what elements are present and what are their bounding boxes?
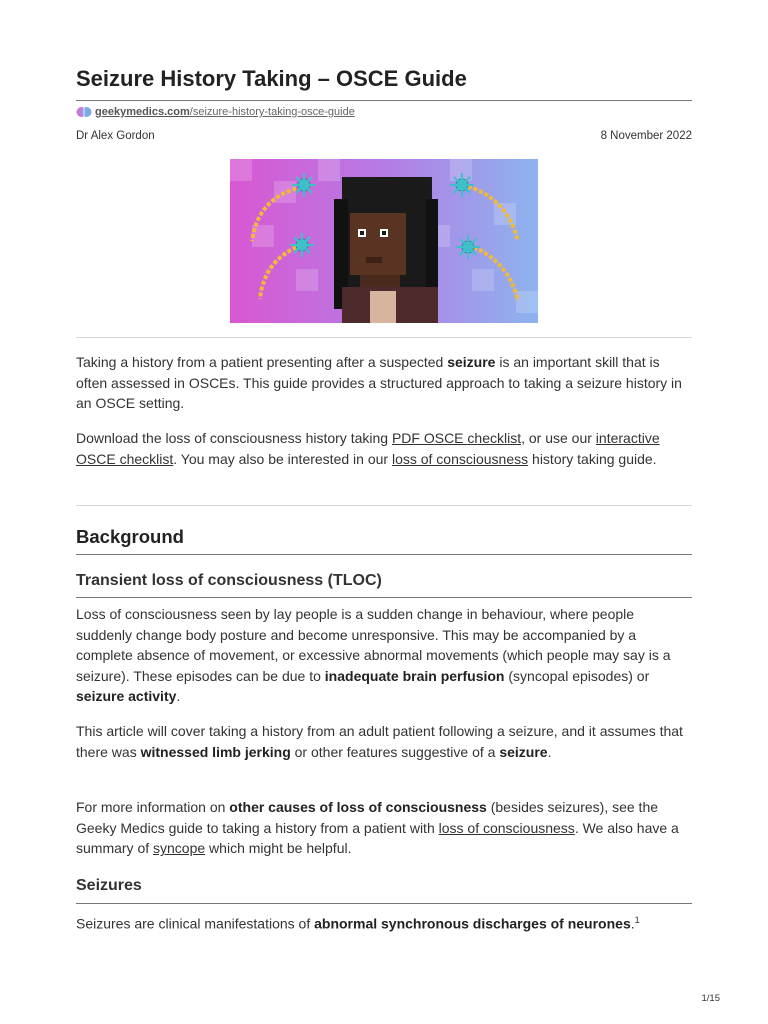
- byline: [76, 130, 692, 142]
- title-divider: [76, 100, 692, 101]
- seizures-divider: [76, 903, 692, 904]
- section-heading-background: Background: [76, 526, 184, 547]
- seizures-paragraph-1: Seizures are clinical manifestations of abnormal synchronous discharges of neurones.$^1$: [76, 915, 640, 932]
- intro-paragraph-2: Download the loss of consciousness history taking PDF OSCE checklist, or use our interactive OSCE checklist. You may also be interested in our loss of consciousness history taking guide.: [76, 430, 660, 467]
- hero-divider: [76, 337, 692, 338]
- publish-date: 8 November 2022: [600, 130, 692, 142]
- hero-image: [230, 159, 538, 323]
- page-number: 1/15: [701, 993, 720, 1004]
- loss-of-consciousness-guide-link[interactable]: loss of consciousness: [438, 819, 575, 836]
- background-divider: [76, 554, 692, 555]
- tloc-divider: [76, 597, 692, 598]
- intro-divider: [76, 505, 692, 506]
- brain-icon: [76, 106, 92, 118]
- page-title: Seizure History Taking – OSCE Guide: [76, 66, 467, 91]
- interactive-checklist-link[interactable]: interactive OSCE checklist: [76, 430, 660, 467]
- syncope-link[interactable]: syncope: [153, 840, 206, 857]
- tloc-paragraph-3: For more information on other causes of loss of consciousness (besides seizures), see the Geeky Medics guide to taking a history from a patient with loss of consciousness. We also have a summary of syncope which might be helpful.: [76, 799, 679, 857]
- subheading-tloc: Transient loss of consciousness (TLOC): [76, 572, 382, 589]
- pdf-checklist-link[interactable]: PDF OSCE checklist: [391, 430, 522, 446]
- tloc-paragraph-1: Loss of consciousness seen by lay people is a sudden change in behaviour, where people suddenly change body posture and become unresponsive. This may be accompanied by a complete absence of movement, or excessive abnormal movements (which people may say is a seizure). These episodes can be due to inadequate brain perfusion (syncopal episodes) or seizure activity.: [76, 606, 671, 705]
- footnote-reference[interactable]: 1: [634, 915, 640, 925]
- source-path[interactable]: /seizure-history-taking-osce-guide: [189, 106, 355, 118]
- loss-of-consciousness-link[interactable]: loss of consciousness: [391, 450, 529, 467]
- author: Dr Alex Gordon: [76, 130, 155, 142]
- source-url[interactable]: [76, 106, 355, 118]
- tloc-paragraph-2: This article will cover taking a history from an adult patient following a seizure, and it assumes that there was witnessed limb jerking or other features suggestive of a seizure.: [76, 723, 683, 760]
- source-domain[interactable]: geekymedics.com: [95, 106, 190, 118]
- intro-paragraph-1: Taking a history from a patient presenting after a suspected seizure is an important skill that is often assessed in OSCEs. This guide provides a structured approach to taking a seizure history in an OSCE setting.: [76, 354, 682, 412]
- subheading-seizures: Seizures: [76, 877, 142, 894]
